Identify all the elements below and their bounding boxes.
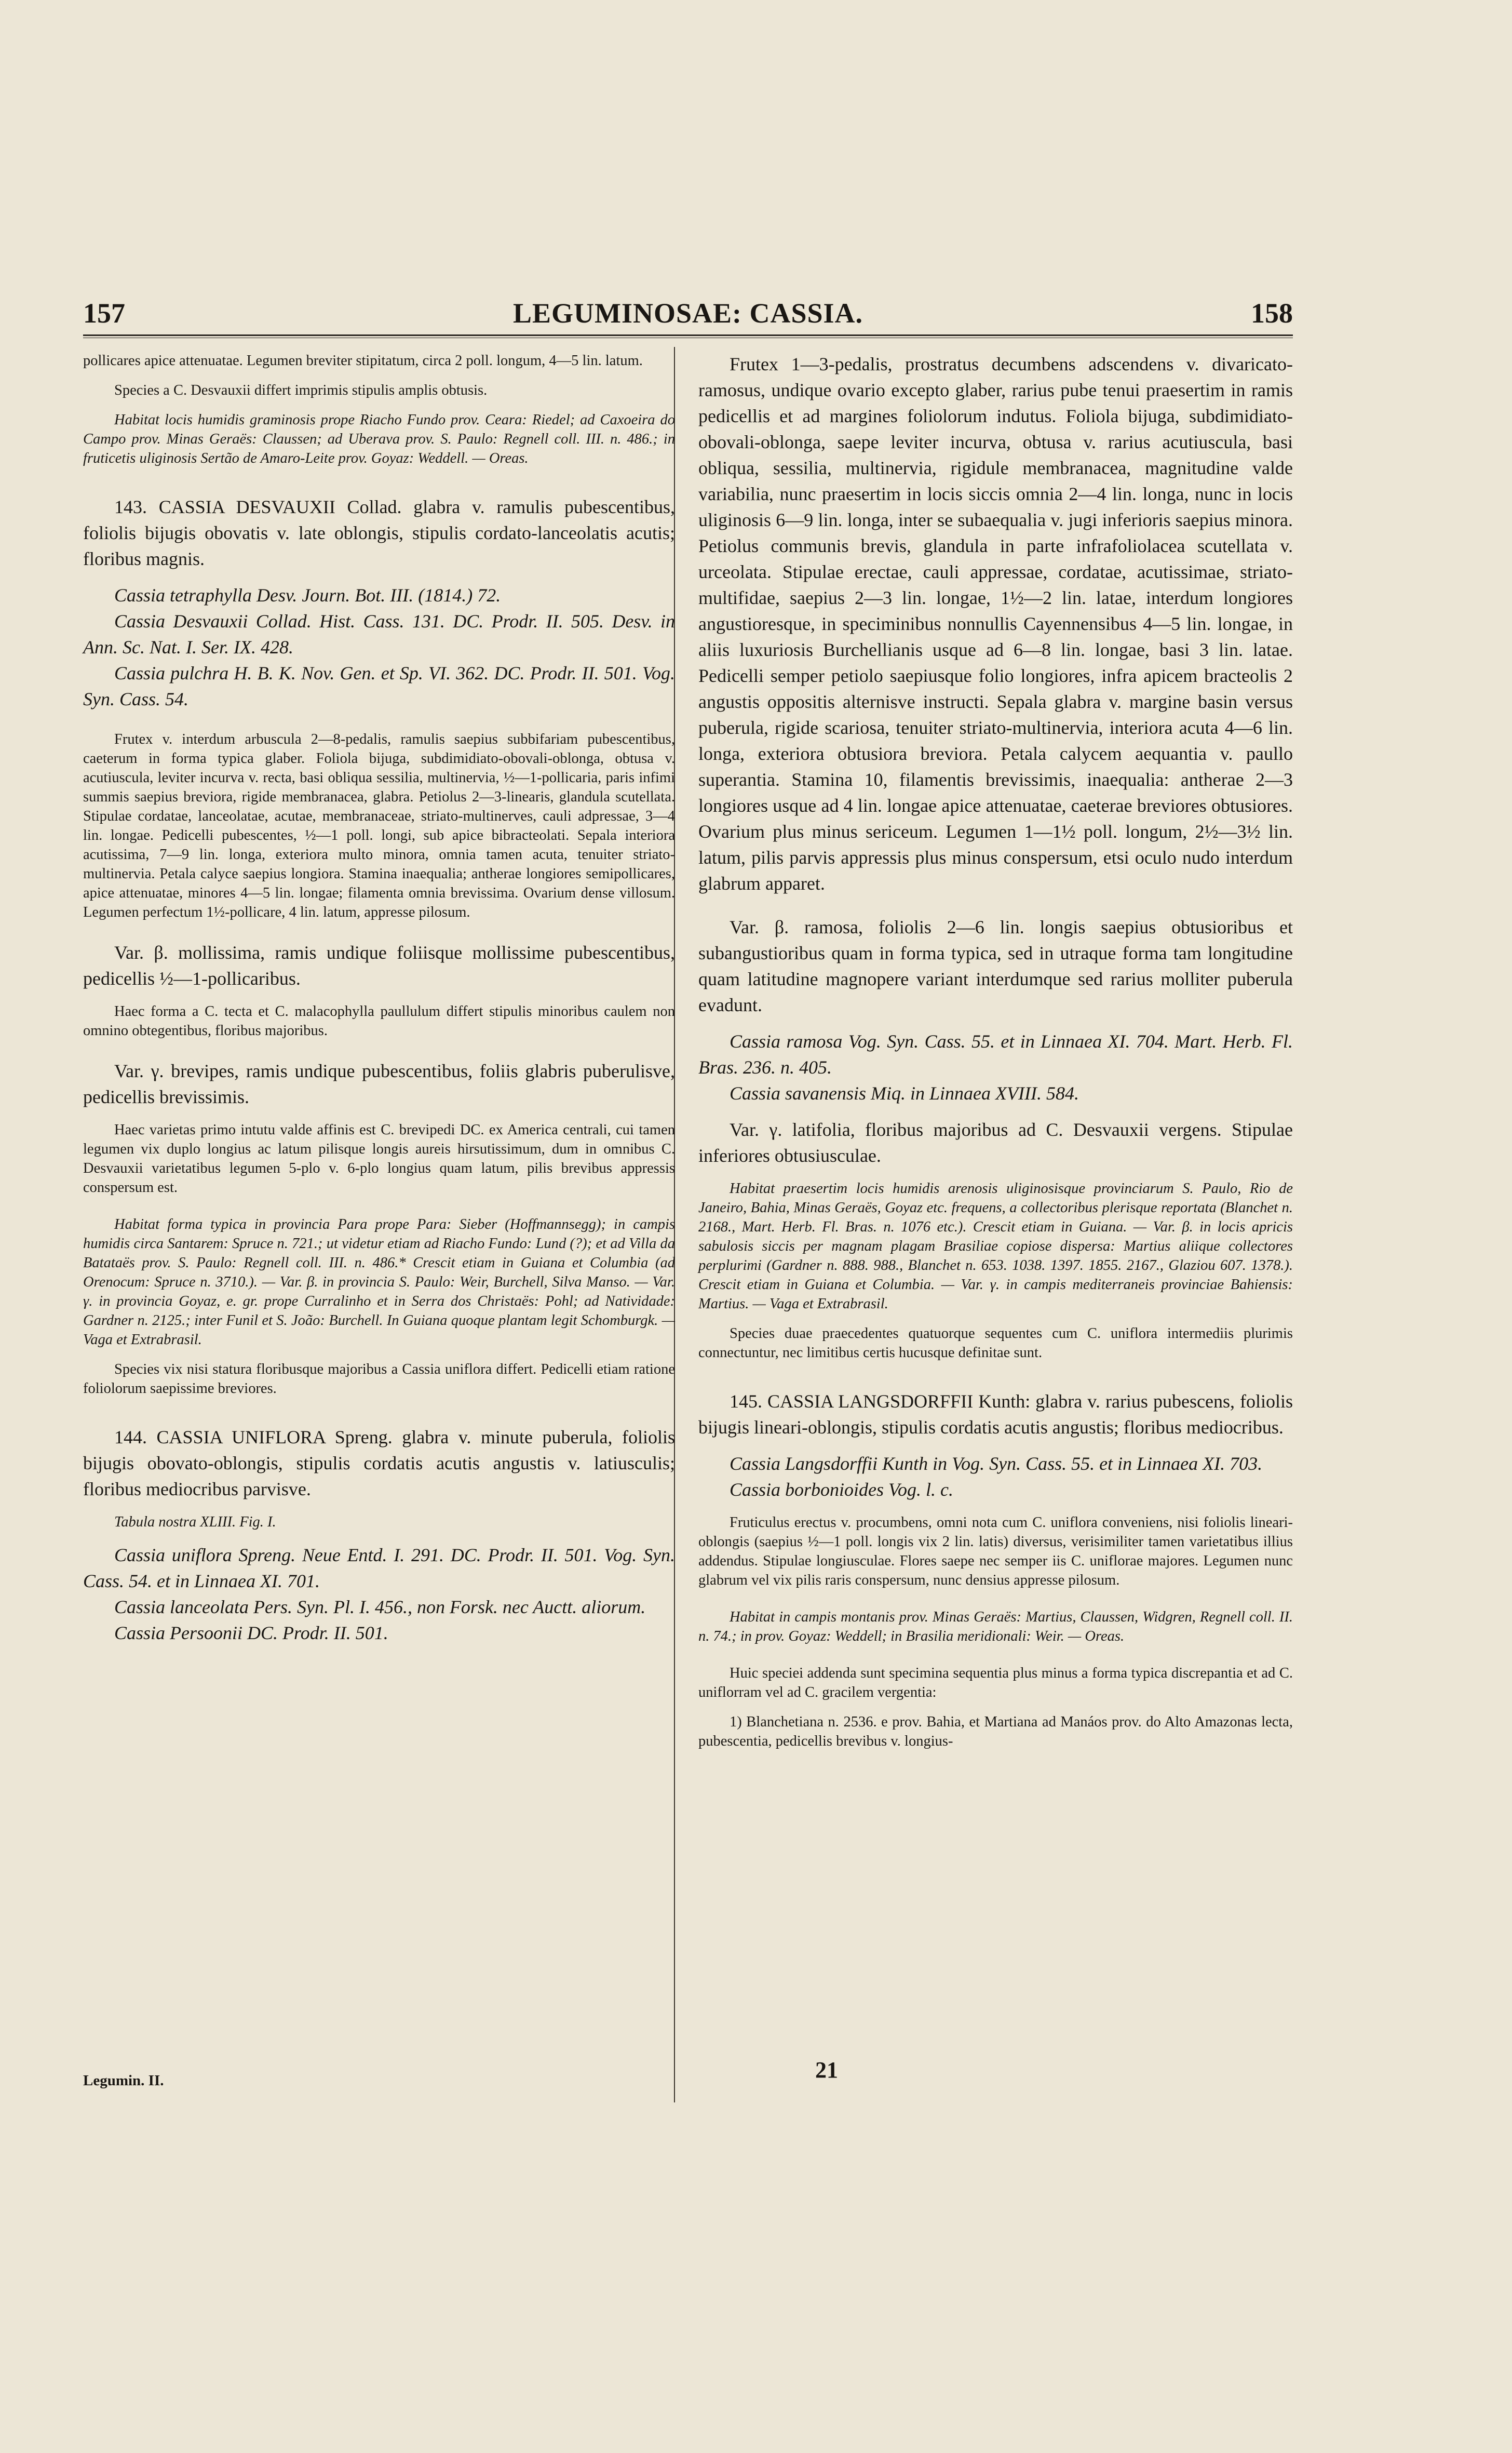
page-number-right: 158 xyxy=(1251,298,1293,329)
synonym-citation: Cassia lanceolata Pers. Syn. Pl. I. 456., non Forsk. nec Auctt. aliorum. xyxy=(114,1597,646,1617)
paragraph: Huic speciei addenda sunt specimina sequentia plus minus a forma typica discrepantia et ad C. uniflorram vel ad C. gracilem vergentia: xyxy=(698,1665,1293,1700)
plate-reference: Tabula nostra XLIII. Fig. I. xyxy=(114,1514,276,1530)
synonym-citation: Cassia Langsdorffii Kunth in Vog. Syn. Cass. 55. et in Linnaea XI. 703. xyxy=(730,1453,1263,1474)
paragraph: Haec forma a C. tecta et C. malacophylla paullulum differt stipulis minoribus caulem non omnino obtegentibus, floribus majoribus. xyxy=(83,1003,675,1039)
variety-beta: Var. β. mollissima, ramis undique foliisque mollissime pubescentibus, pedicellis ½—1-pollicaribus. xyxy=(83,942,675,989)
species-heading-144: 144. CASSIA UNIFLORA Spreng. glabra v. minute puberula, foliolis bijugis obovato-oblongis, stipulis cordatis acutis angustis v. latiusculis; floribus mediocribus parvisve. xyxy=(83,1427,675,1499)
synonym-citation: Cassia ramosa Vog. Syn. Cass. 55. et in Linnaea XI. 704. Mart. Herb. Fl. Bras. 236. n. 405. xyxy=(698,1031,1293,1078)
paragraph: Species duae praecedentes quatuorque sequentes cum C. uniflora intermediis plurimis connectuntur, nec limitibus certis hucusque definitae sunt. xyxy=(698,1325,1293,1361)
synonym-citation: Cassia pulchra H. B. K. Nov. Gen. et Sp. VI. 362. DC. Prodr. II. 501. Vog. Syn. Cass. 54. xyxy=(83,663,675,709)
synonym-citation: Cassia Desvauxii Collad. Hist. Cass. 131. DC. Prodr. II. 505. Desv. in Ann. Sc. Nat. I. Ser. IX. 428. xyxy=(83,611,675,658)
synonym-citation: Cassia tetraphylla Desv. Journ. Bot. III. (1814.) 72. xyxy=(114,585,501,606)
paragraph: Haec varietas primo intutu valde affinis est C. brevipedi DC. ex America centrali, cui tamen legumen vix duplo longius ac latum pilisque longis aureis hirsutissimum, dum in omnibus C. Desvauxii varietatibus legumen 5-plo v. 6-plo longius quam latum, pilis brevibus appressis conspersum est. xyxy=(83,1122,675,1196)
description: Frutex v. interdum arbuscula 2—8-pedalis, ramulis saepius subbifariam pubescentibus, caeterum in forma typica glaber. Foliola bijuga, subdimidiato-obovali-oblonga, obtusa v. acutiuscula, leviter incurva v. recta, basi obliqua sessilia, multinervia, ½—1-pollicaria, paris infimi summis saepius breviora, rigide membranacea, glabra. Petiolus 2—3-linearis, glandula scutellata. Stipulae cordatae, lanceolatae, acutae, membranaceae, striato-multinerves, cauli adpressae, 3—4 lin. longae. Pedicelli pubescentes, ½—1 poll. longi, sub apice bibracteolati. Sepala interiora acutissima, 7—9 lin. longa, exteriora multo minora, omnia tamen acuta, tenuiter striato-multinervia. Petala calyce saepius longiora. Stamina inaequalia; antherae longiores semipollicares, apice attenuatae, minores 4—5 lin. longae; filamenta omnia brevissima. Ovarium dense villosum. Legumen perfectum 1½-pollicare, 4 lin. latum, appresse pilosum. xyxy=(83,731,675,920)
footer-left: Legumin. II. xyxy=(83,2072,164,2089)
species-heading-143: 143. CASSIA DESVAUXII Collad. glabra v. ramulis pubescentibus, foliolis bijugis obovatis v. late oblongis, stipulis cordato-lanceolatis acutis; floribus magnis. xyxy=(83,497,675,569)
signature-mark: 21 xyxy=(815,2057,838,2083)
synonym-citation: Cassia Persoonii DC. Prodr. II. 501. xyxy=(114,1623,388,1643)
variety-gamma: Var. γ. brevipes, ramis undique pubescentibus, foliis glabris puberulisve, pedicellis brevissimis. xyxy=(83,1061,675,1107)
paragraph: Species a C. Desvauxii differt imprimis stipulis amplis obtusis. xyxy=(114,382,488,398)
synonym-citation: Cassia uniflora Spreng. Neue Entd. I. 291. DC. Prodr. II. 501. Vog. Syn. Cass. 54. et in Linnaea XI. 701. xyxy=(83,1545,675,1591)
species-heading-145: 145. CASSIA LANGSDORFFII Kunth: glabra v. rarius pubescens, foliolis bijugis lineari-oblongis, stipulis cordatis acutis angustis; floribus mediocribus. xyxy=(698,1391,1293,1438)
description: Frutex 1—3-pedalis, prostratus decumbens adscendens v. divaricato-ramosus, undique ovario excepto glaber, rarius pube tenui praesertim in ramis pedicellis et ad margines foliolorum indutus. Foliola bijuga, subdimidiato-obovali-oblonga, saepe leviter incurva, obtusa v. rarius acutiuscula, basi obliqua, sessilia, multinervia, rigidule membranacea, magnitudine valde variabilia, nunc praesertim in locis siccis omnia 2—4 lin. longa, nunc in locis uliginosis 6—9 lin. longa, inter se subaequalia v. jugi inferioris saepius minora. Petiolus communis brevis, glandula in parte infrafoliolacea scutellata v. urceolata. Stipulae erectae, cauli appressae, cordatae, acutissimae, striato-multifidae, saepius 2—3 lin. longae, 1½—2 lin. latae, interdum longiores angustioresque, in speciminibus nonnullis Cayennensibus 4—5 lin. longae, in aliis luxuriosis Burchellianis usque ad 6—8 lin. longae, basi 3 lin. latae. Pedicelli semper petiolo saepiusque folio longiores, infra apicem bracteolis 2 angustis oppositis alternisve instructi. Sepala glabra v. margine basin versus puberula, rigide scariosa, tenuiter striato-multinervia, interiora acuta 4—6 lin. longa, exteriora obtusiora breviora. Petala calycem aequantia v. paullo superantia. Stamina 10, filamentis brevissimis, inaequalia: antherae 2—3 longiores usque ad 4 lin. longae apice attenuatae, caeterae breviores obtusiores. Ovarium plus minus sericeum. Legumen 1—1½ poll. longum, 2½—3½ lin. latum, pilis parvis appressis plus minus conspersum, etsi oculo nudo interdum glabrum apparet. xyxy=(698,354,1293,894)
page-title: LEGUMINOSAE: CASSIA. xyxy=(512,298,863,329)
synonym-citation: Cassia borbonioides Vog. l. c. xyxy=(730,1479,954,1500)
habitat-note: Habitat locis humidis graminosis prope Riacho Fundo prov. Ceara: Riedel; ad Caxoeira do Campo prov. Minas Geraës: Claussen; ad Uberava prov. S. Paulo: Regnell coll. III. n. 486.; in fruticetis uliginosis Sertão de Amaro-Leite prov. Goyaz: Weddell. — Oreas. xyxy=(83,412,675,466)
right-column xyxy=(698,351,1293,1751)
page-number-left: 157 xyxy=(83,298,125,329)
habitat-note: Habitat praesertim locis humidis arenosis uliginosisque provinciarum S. Paulo, Rio de Janeiro, Bahia, Minas Geraës, Goyaz etc. frequens, a collectoribus plerisque reportata (Blanchet n. 2168., Mart. Herb. Fl. Bras. n. 1076 etc.). Crescit etiam in Guiana. — Var. β. in locis apricis sabulosis siccis per magnam plagam Brasiliae copiose dispersa: Martius aliique collectores perplurimi (Gardner n. 888. 988., Blanchet n. 653. 1038. 1397. 1855. 2167., Glaziou 607. 1378.). Crescit etiam in Guiana et Columbia. — Var. γ. in campis mediterraneis provinciae Bahiensis: Martius. — Vaga et Extrabrasil. xyxy=(698,1181,1293,1312)
left-column xyxy=(83,351,675,1646)
paragraph: 1) Blanchetiana n. 2536. e prov. Bahia, et Martiana ad Manáos prov. do Alto Amazonas lecta, pubescentia, pedicellis brevibus v. longius- xyxy=(698,1714,1293,1749)
header-rule-thick xyxy=(83,334,1293,336)
habitat-note: Habitat in campis montanis prov. Minas Geraës: Martius, Claussen, Widgren, Regnell coll. II. n. 74.; in prov. Goyaz: Weddell; in Brasilia meridionali: Weir. — Oreas. xyxy=(698,1609,1293,1644)
variety-gamma: Var. γ. latifolia, floribus majoribus ad C. Desvauxii vergens. Stipulae inferiores obtusiusculae. xyxy=(698,1119,1293,1166)
paragraph: pollicares apice attenuatae. Legumen breviter stipitatum, circa 2 poll. longum, 4—5 lin. latum. xyxy=(83,353,643,369)
description: Fruticulus erectus v. procumbens, omni nota cum C. uniflora conveniens, nisi foliolis lineari-oblongis (saepius ½—1 poll. longis vix 2 lin. latis) diversus, verisimiliter tamen varietatibus illius addendus. Stipulae longiusculae. Flores saepe nec semper iis C. uniflorae majores. Legumen nunc glabrum vel vix pilis raris conspersum, nunc densius appresse pilosum. xyxy=(698,1514,1293,1588)
variety-beta: Var. β. ramosa, foliolis 2—6 lin. longis saepius obtusioribus et subangustioribus quam in forma typica, sed in utraque forma tam longitudine quam latitudine magnopere variant interdumque sed rarius molliter puberula evadunt. xyxy=(698,917,1293,1015)
habitat-note: Habitat forma typica in provincia Para prope Para: Sieber (Hoffmannsegg); in campis humidis circa Santarem: Spruce n. 721.; ut videtur etiam ad Riacho Fundo: Lund (?); et ad Villa da Batataës prov. S. Paulo: Regnell coll. III. n. 486.* Crescit etiam in Guiana et Columbia (ad Orenocum: Spruce n. 3710.). — Var. β. in provincia S. Paulo: Weir, Burchell, Silva Manso. — Var. γ. in provincia Goyaz, e. gr. prope Curralinho et in Serra dos Christaës: Pohl; ad Natividade: Gardner n. 2125.; inter Funil et S. João: Burchell. In Guiana quoque plantam legit Schomburgk. — Vaga et Extrabrasil. xyxy=(83,1216,675,1348)
synonym-citation: Cassia savanensis Miq. in Linnaea XVIII. 584. xyxy=(730,1083,1079,1104)
running-header xyxy=(83,297,1293,333)
paragraph: Species vix nisi statura floribusque majoribus a Cassia uniflora differt. Pedicelli etiam ratione foliolorum saepissime breviores. xyxy=(83,1361,675,1397)
